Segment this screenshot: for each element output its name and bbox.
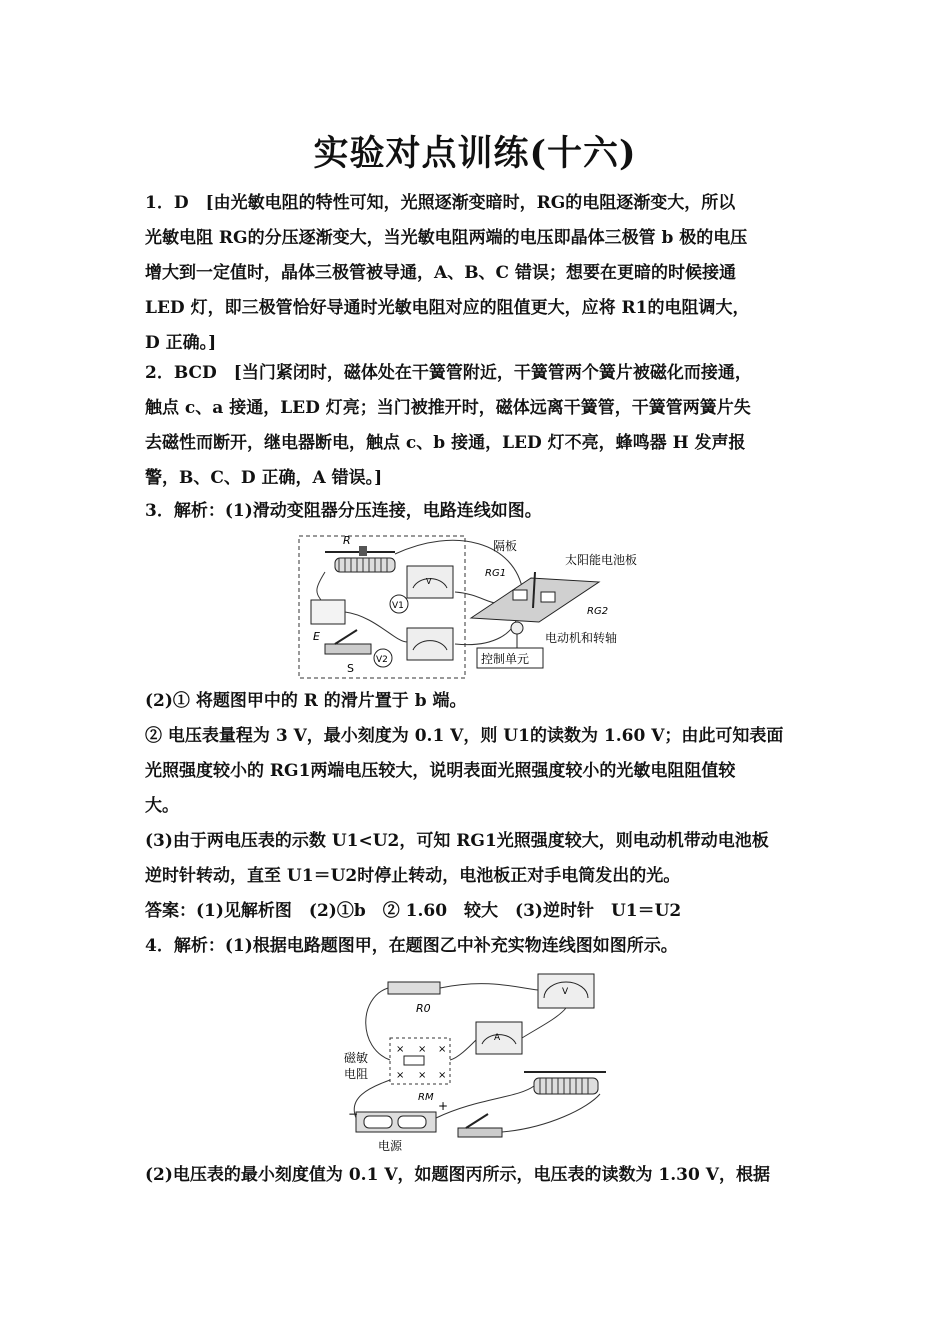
- label-v2: V2: [376, 655, 388, 665]
- field-mark: ×: [438, 1070, 447, 1081]
- answer-1-line: D 正确。]: [145, 333, 217, 353]
- label-s: S: [347, 662, 354, 675]
- answer-2-line: 警，B、C、D 正确，A 错误。]: [145, 468, 383, 488]
- answer-2-line: 触点 c、a 接通，LED 灯亮；当门被推开时，磁体远离干簧管，干簧管两簧片失: [145, 398, 751, 418]
- voltmeter-1-symbol: V: [426, 577, 432, 586]
- label-rg2: RG2: [587, 606, 609, 617]
- label-e: E: [313, 630, 320, 643]
- label-r: R: [343, 534, 351, 547]
- switch-lever: [335, 630, 357, 644]
- answer-1-line: LED 灯，即三极管恰好导通时光敏电阻对应的阻值更大，应将 R1的电阻调大，: [145, 298, 750, 318]
- cell-1: [364, 1116, 392, 1128]
- rg1-cell: [513, 590, 527, 600]
- answer-2-line: 2．BCD [当门紧闭时，磁体处在干簧管附近，干簧管两个簧片被磁化而接通，: [145, 363, 752, 383]
- rg2-cell: [541, 592, 555, 602]
- label-minus: −: [348, 1107, 359, 1121]
- resistor-r0: [388, 982, 440, 994]
- voltmeter-2: [407, 628, 453, 660]
- switch-lever: [466, 1114, 488, 1128]
- field-mark: ×: [418, 1070, 427, 1081]
- label-panel: 太阳能电池板: [565, 553, 638, 567]
- answer-3-body: [145, 684, 825, 964]
- label-r0: R0: [416, 1002, 431, 1015]
- answer-3-line: 逆时针转动，直至 U1＝U2时停止转动，电池板正对手电筒发出的光。: [145, 866, 681, 886]
- cell-2: [398, 1116, 426, 1128]
- magneto-resistor: [404, 1056, 424, 1065]
- motor-shaft: [511, 622, 523, 634]
- answer-2: [145, 356, 825, 496]
- answer-3-line: 4．解析：(1)根据电路题图甲，在题图乙中补充实物连线图如图所示。: [145, 936, 678, 956]
- label-partition: 隔板: [493, 539, 518, 553]
- rheostat-slider: [359, 546, 367, 556]
- label-plus: +: [438, 1099, 449, 1113]
- answer-1-line: 1．D [由光敏电阻的特性可知，光照逐渐变暗时，RG的电阻逐渐变大，所以: [145, 193, 736, 213]
- label-motor: 电动机和转轴: [545, 631, 618, 645]
- answer-3-intro: [145, 494, 825, 529]
- label-rg1: RG1: [485, 568, 507, 579]
- answer-1-line: 光敏电阻 RG的分压逐渐变大，当光敏电阻两端的电压即晶体三极管 b 极的电压: [145, 228, 748, 248]
- field-mark: ×: [396, 1070, 405, 1081]
- answer-4-line: (2)电压表的最小刻度值为 0.1 V，如题图丙所示，电压表的读数为 1.30 V，根据: [145, 1165, 770, 1185]
- switch: [458, 1128, 502, 1137]
- label-control: 控制单元: [481, 652, 530, 666]
- answer-3-line: 光照强度较小的 RG1两端电压较大，说明表面光照强度较小的光敏电阻阻值较: [145, 761, 736, 781]
- answer-3-line: (3)由于两电压表的示数 U1<U2，可知 RG1光照强度较大，则电动机带动电池板: [145, 831, 769, 851]
- answer-3-line: 答案：(1)见解析图 (2)①b ② 1.60 较大 (3)逆时针 U1＝U2: [145, 901, 682, 921]
- label-power: 电源: [378, 1139, 403, 1153]
- answer-1-line: 增大到一定值时，晶体三极管被导通，A、B、C 错误；想要在更暗的时候接通: [145, 263, 737, 283]
- rheostat: [335, 558, 395, 572]
- answer-3-line: ② 电压表量程为 3 V，最小刻度为 0.1 V，则 U1的读数为 1.60 V；由此可知表面: [145, 726, 784, 746]
- voltmeter-symbol: V: [562, 987, 569, 997]
- label-mag-1: 磁敏: [344, 1051, 369, 1065]
- answer-3-intro-line: 3．解析：(1)滑动变阻器分压连接，电路连线如图。: [145, 501, 542, 521]
- ammeter-symbol: A: [494, 1033, 501, 1043]
- answer-3-line: (2)① 将题图甲中的 R 的滑片置于 b 端。: [145, 691, 467, 711]
- field-mark: ×: [418, 1044, 427, 1055]
- circuit-figure-2: [338, 968, 620, 1156]
- field-mark: ×: [396, 1044, 405, 1055]
- field-mark: ×: [438, 1044, 447, 1055]
- answer-4-body: [145, 1158, 825, 1193]
- label-rm: RM: [418, 1092, 434, 1103]
- switch: [325, 644, 371, 654]
- circuit-figure-1: [295, 532, 655, 680]
- label-mag-2: 电阻: [344, 1067, 369, 1081]
- page-title: 实验对点训练(十六): [313, 133, 637, 174]
- answer-2-line: 去磁性而断开，继电器断电，触点 c、b 接通，LED 灯不亮，蜂鸣器 H 发声报: [145, 433, 746, 453]
- answer-1: [145, 186, 825, 361]
- label-v1: V1: [392, 601, 404, 611]
- answer-3-line: 大。: [145, 796, 179, 816]
- battery: [311, 600, 345, 624]
